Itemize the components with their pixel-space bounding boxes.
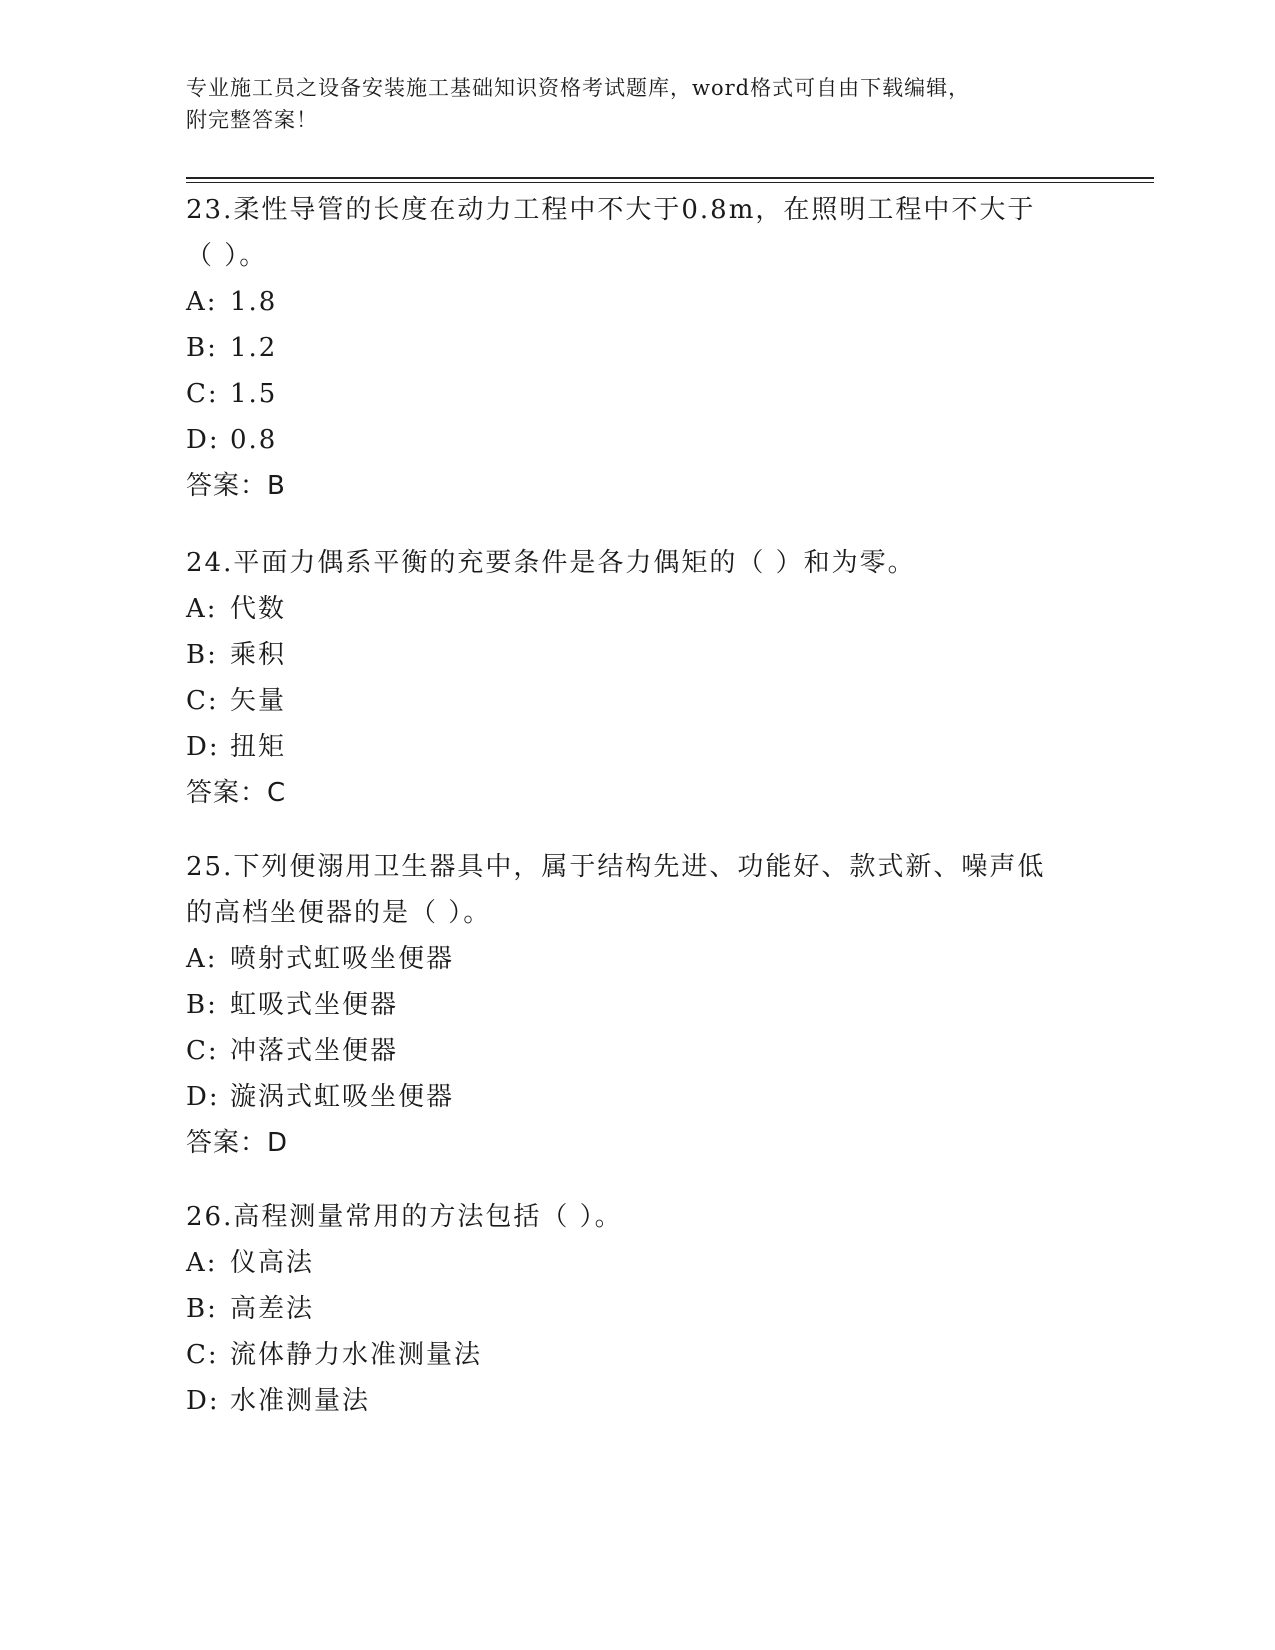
option-key: C: [186, 686, 219, 716]
option-value: 1.2 [230, 333, 278, 363]
option-value: 冲落式坐便器 [230, 1036, 399, 1066]
option-value: 扭矩 [230, 732, 287, 762]
option-value: 漩涡式虹吸坐便器 [230, 1082, 455, 1112]
option-c [186, 1028, 1086, 1074]
question-23 [186, 187, 1086, 509]
option-key: C: [186, 1036, 219, 1066]
option-key: A: [186, 944, 218, 974]
answer-line: 答案：B [186, 471, 286, 501]
option-a [186, 1240, 1086, 1286]
question-25 [186, 844, 1086, 1166]
option-d [186, 724, 1086, 770]
answer-line: 答案：D [186, 1128, 289, 1158]
option-value: 高差法 [230, 1294, 315, 1324]
header-divider-thin [186, 182, 1154, 183]
document-header [186, 72, 1066, 136]
option-value: 仪高法 [230, 1248, 315, 1278]
option-key: C: [186, 1340, 219, 1370]
question-24 [186, 540, 1086, 816]
question-text: 24.平面力偶系平衡的充要条件是各力偶矩的（ ）和为零。 [186, 548, 916, 578]
option-a [186, 936, 1086, 982]
option-c [186, 1332, 1086, 1378]
option-key: D: [186, 425, 220, 455]
option-key: A: [186, 594, 218, 624]
header-divider-thick [186, 177, 1154, 179]
option-key: D: [186, 732, 220, 762]
option-b [186, 982, 1086, 1028]
option-key: A: [186, 287, 218, 317]
option-value: 0.8 [230, 425, 278, 455]
option-value: 流体静力水准测量法 [230, 1340, 483, 1370]
option-b [186, 1286, 1086, 1332]
header-line-2: 附完整答案！ [186, 108, 318, 132]
option-b [186, 632, 1086, 678]
question-text: 23.柔性导管的长度在动力工程中不大于0.8m，在照明工程中不大于（ ）。 [186, 195, 1036, 271]
option-d [186, 417, 1086, 463]
option-c [186, 678, 1086, 724]
question-text: 25.下列便溺用卫生器具中，属于结构先进、功能好、款式新、噪声低的高档坐便器的是（ ）。 [186, 852, 1046, 928]
option-a [186, 279, 1086, 325]
option-key: C: [186, 379, 219, 409]
option-value: 虹吸式坐便器 [230, 990, 399, 1020]
option-value: 1.8 [230, 287, 278, 317]
option-a [186, 586, 1086, 632]
option-value: 代数 [230, 594, 287, 624]
option-key: B: [186, 990, 218, 1020]
option-d [186, 1378, 1086, 1424]
header-line-1: 专业施工员之设备安装施工基础知识资格考试题库，word格式可自由下载编辑， [186, 76, 971, 100]
option-key: B: [186, 333, 218, 363]
question-text: 26.高程测量常用的方法包括（ ）。 [186, 1202, 623, 1232]
option-value: 矢量 [230, 686, 287, 716]
option-value: 水准测量法 [230, 1386, 371, 1416]
option-d [186, 1074, 1086, 1120]
option-key: B: [186, 1294, 218, 1324]
option-b [186, 325, 1086, 371]
option-value: 1.5 [230, 379, 278, 409]
option-key: D: [186, 1082, 220, 1112]
option-key: B: [186, 640, 218, 670]
option-c [186, 371, 1086, 417]
question-26 [186, 1194, 1086, 1424]
option-value: 喷射式虹吸坐便器 [230, 944, 455, 974]
option-key: D: [186, 1386, 220, 1416]
option-key: A: [186, 1248, 218, 1278]
answer-line: 答案：C [186, 778, 287, 808]
option-value: 乘积 [230, 640, 287, 670]
